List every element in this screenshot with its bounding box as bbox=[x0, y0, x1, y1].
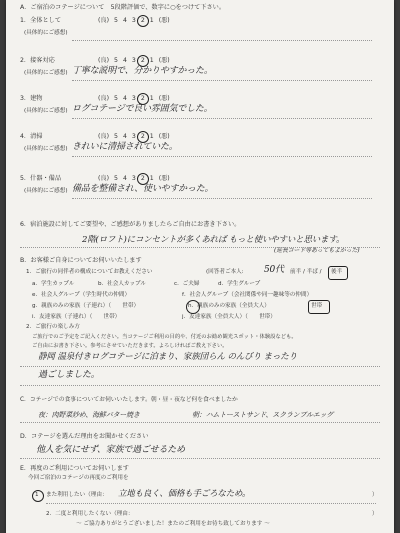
c-breakfast: 朝：ハムトーストサンド、スクランブルエッグ bbox=[192, 411, 334, 419]
q6-rule bbox=[20, 247, 380, 248]
detail-label: (具体的にご感想) bbox=[24, 188, 68, 194]
option-j: j．友達家族（全員大人）（ 世帯） bbox=[182, 314, 276, 320]
scale-good: (良) bbox=[98, 95, 110, 102]
scale-number: 4 bbox=[122, 133, 127, 140]
scale-bad: (悪) bbox=[158, 133, 170, 140]
rating-scale bbox=[98, 176, 170, 182]
rating-scale bbox=[98, 58, 170, 64]
scale-number: 2 bbox=[140, 95, 145, 102]
scale-bad: (悪) bbox=[158, 57, 170, 64]
c-rule bbox=[20, 422, 380, 423]
respondent-label: (回答者ご本人: bbox=[206, 269, 244, 275]
section-c-title: C．コテージでの食事についてお伺いいたします。朝・昼・夜など何を食べましたか bbox=[20, 397, 238, 403]
q6-answer: 2階(ロフト)にコンセントが多くあれば もっと使いやすいと思います。 bbox=[82, 235, 345, 245]
e-opt1-number: 1 bbox=[35, 492, 39, 498]
rating-scale bbox=[98, 18, 170, 24]
rating-label: 4．清掃 bbox=[20, 133, 43, 140]
scale-number: 4 bbox=[122, 57, 127, 64]
rating-rule bbox=[72, 156, 372, 157]
scale-number: 5 bbox=[114, 17, 118, 24]
scale-number: 2 bbox=[140, 17, 145, 24]
b-q2-rule1 bbox=[20, 366, 380, 367]
q6-label: 6．宿泊施設に対してご要望や、ご感想がありましたらご自由にお書き下さい。 bbox=[20, 221, 241, 228]
scale-number: 5 bbox=[114, 175, 118, 182]
b-q2-answer-line2: 過ごしました。 bbox=[38, 370, 100, 380]
age-circled: 後半 bbox=[331, 269, 343, 275]
scale-number: 4 bbox=[122, 17, 127, 24]
e-sub: 今回ご宿泊のコテージの再度のご利用を bbox=[28, 475, 129, 481]
option-e: e．社会人グループ（学生時代の仲間） bbox=[32, 292, 131, 298]
e-opt2: 2．二度と利用したくない（理由： bbox=[46, 511, 134, 517]
household-count: 世帯 bbox=[311, 303, 323, 309]
rating-label: 2．接客対応 bbox=[20, 57, 55, 64]
option-c: c．ご夫婦 bbox=[174, 281, 200, 287]
scale-good: (良) bbox=[98, 175, 110, 182]
e-opt1-reason: 立地も良く、価格も手ごろなため。 bbox=[118, 489, 251, 499]
rating-comment: 備品を整備され、使いやすかった。 bbox=[72, 184, 214, 194]
detail-label: (具体的にご感想) bbox=[24, 146, 68, 152]
scale-bad: (悪) bbox=[158, 17, 170, 24]
e-opt2-close: ） bbox=[372, 511, 378, 517]
rating-label: 1．全体として bbox=[20, 17, 62, 24]
respondent-age: 50代 bbox=[264, 265, 284, 275]
age-options: 前半 / 半ば / bbox=[290, 269, 322, 275]
footer-thanks: ～ ご協力ありがとうございました！またのご利用をお待ち致しております ～ bbox=[76, 521, 270, 527]
rating-comment: きれいに清掃されていた。 bbox=[72, 142, 178, 152]
scale-number: 1 bbox=[149, 133, 154, 140]
b-q2: 2．ご旅行の楽しみ方 bbox=[26, 324, 80, 330]
rating-rule bbox=[72, 40, 372, 41]
option-b: b．社会人カップル bbox=[98, 281, 147, 287]
scale-number: 1 bbox=[149, 95, 154, 102]
scale-number: 5 bbox=[114, 133, 118, 140]
option-f: f．社会人グループ（会社関係や同一趣味等の仲間） bbox=[182, 292, 313, 298]
rating-rule bbox=[72, 80, 372, 81]
option-a: a．学生カップル bbox=[32, 281, 75, 287]
section-b-title: B．お客様ご自身についてお伺いいたします bbox=[20, 257, 142, 264]
scale-bad: (悪) bbox=[158, 175, 170, 182]
scale-number: 3 bbox=[131, 133, 136, 140]
scale-number: 4 bbox=[122, 175, 127, 182]
section-a-header: A．ご宿泊のコテージについて 5段階評価で、数字に○をつけて下さい。 bbox=[20, 4, 226, 11]
scale-number: 2 bbox=[140, 133, 145, 140]
e-rule bbox=[46, 503, 376, 504]
scale-number: 3 bbox=[131, 17, 136, 24]
rating-comment: 丁寧な説明で、分かりやすかった。 bbox=[72, 66, 213, 76]
scale-good: (良) bbox=[98, 17, 110, 24]
selected-rating-circle-mark bbox=[137, 15, 149, 27]
section-e-title: E．再度のご利用についてお伺いします bbox=[20, 465, 129, 472]
rating-scale bbox=[98, 134, 170, 140]
b-q2-desc1: ご旅行でのご予定をご記入ください。当コテージご利用の目的や、付近のお勧め観光スポット・体験設なども。 bbox=[32, 334, 297, 340]
b-q2-rule2 bbox=[20, 385, 380, 386]
survey-sheet bbox=[6, 0, 394, 533]
scale-number: 3 bbox=[131, 57, 136, 64]
q6-note: (延長コード等あってもよかった) bbox=[274, 247, 360, 254]
scale-number: 5 bbox=[114, 95, 118, 102]
e-opt1-close: ） bbox=[372, 492, 378, 498]
rating-label: 3．建物 bbox=[20, 95, 43, 102]
scale-number: 4 bbox=[122, 95, 127, 102]
detail-label: (具体的にご感想) bbox=[24, 70, 68, 76]
b-q2-desc2: ご自由にお書き下さい。参考にさせていただきます。よろしければご教え下さい。 bbox=[32, 343, 228, 349]
e-opt1: また利用したい（理由： bbox=[46, 492, 108, 498]
scale-number: 1 bbox=[149, 57, 154, 64]
section-d-title: D．コテージを選んだ理由をお聞かせください bbox=[20, 433, 149, 440]
scale-number: 1 bbox=[149, 175, 154, 182]
rating-rule bbox=[72, 118, 372, 119]
scale-number: 1 bbox=[149, 17, 154, 24]
scale-number: 3 bbox=[131, 95, 136, 102]
detail-label: (具体的にご感想) bbox=[24, 108, 68, 114]
scale-number: 2 bbox=[140, 57, 145, 64]
rating-rule bbox=[72, 198, 372, 199]
scale-good: (良) bbox=[98, 133, 110, 140]
d-answer: 他人を気にせず、家族で過ごせるため bbox=[36, 445, 185, 455]
option-i: i．友達家族（子連れ）（ 世帯） bbox=[32, 314, 121, 320]
option-d: d．学生グループ bbox=[218, 281, 261, 287]
option-h: h．親族のみの家族（全員大人） bbox=[188, 303, 270, 309]
scale-number: 3 bbox=[131, 175, 136, 182]
scale-number: 5 bbox=[114, 57, 118, 64]
detail-label: (具体的にご感想) bbox=[24, 30, 68, 36]
rating-scale bbox=[98, 96, 170, 102]
option-g: g．親族のみの家族（子連れ）（ 世帯） bbox=[32, 303, 140, 309]
rating-comment: ログコテージで良い雰囲気でした。 bbox=[72, 104, 213, 114]
scale-number: 2 bbox=[140, 175, 145, 182]
rating-label: 5．什器・備品 bbox=[20, 175, 62, 182]
scale-good: (良) bbox=[98, 57, 110, 64]
d-rule bbox=[20, 458, 380, 459]
c-dinner: 夜：肉野菜炒め、海鮮バター焼き bbox=[38, 411, 140, 419]
scale-bad: (悪) bbox=[158, 95, 170, 102]
b-q1: 1．ご旅行の同伴者の構成についてお教えください bbox=[26, 269, 153, 275]
b-q2-answer-line1: 静岡 温泉付きログコテージに泊まり、家族団らん のんびり まったり bbox=[38, 352, 298, 362]
